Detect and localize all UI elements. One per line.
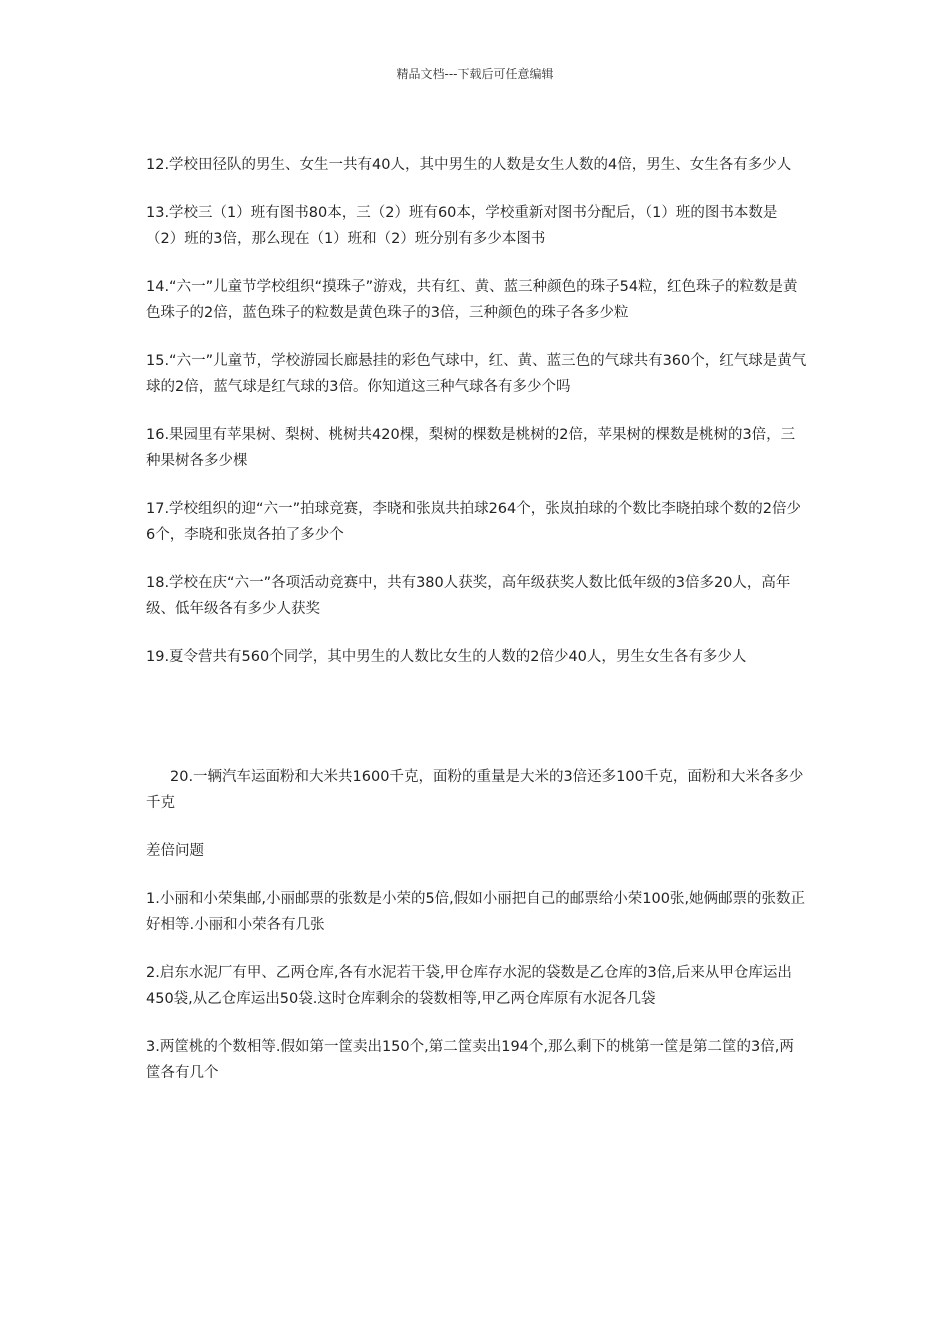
section-title: 差倍问题 <box>146 843 204 859</box>
problem-16: 16.果园里有苹果树、梨树、桃树共420棵，梨树的棵数是桃树的2倍，苹果树的棵数是桃树的3倍，三种果树各多少棵 <box>146 427 796 469</box>
problem-14: 14.“六一”儿童节学校组织“摸珠子”游戏，共有红、黄、蓝三种颜色的珠子54粒，红色珠子的粒数是黄色珠子的2倍，蓝色珠子的粒数是黄色珠子的3倍，三种颜色的珠子各多少粒 <box>146 279 798 321</box>
problem-13: 13.学校三（1）班有图书80本，三（2）班有60本，学校重新对图书分配后，（1）班的图书本数是（2）班的3倍，那么现在（1）班和（2）班分别有多少本图书 <box>146 205 778 247</box>
diff-problem-1: 1.小丽和小荣集邮,小丽邮票的张数是小荣的5倍,假如小丽把自己的邮票给小荣100张,她俩邮票的张数正好相等.小丽和小荣各有几张 <box>146 891 806 933</box>
problem-12: 12.学校田径队的男生、女生一共有40人，其中男生的人数是女生人数的4倍，男生、女生各有多少人 <box>146 157 792 173</box>
problem-19: 19.夏令营共有560个同学，其中男生的人数比女生的人数的2倍少40人，男生女生各有多少人 <box>146 649 747 665</box>
problem-18: 18.学校在庆“六一”各项活动竞赛中，共有380人获奖，高年级获奖人数比低年级的3倍多20人，高年级、低年级各有多少人获奖 <box>146 575 791 617</box>
diff-problem-3: 3.两筐桃的个数相等.假如第一筐卖出150个,第二筐卖出194个,那么剩下的桃第一筐是第二筐的3倍,两筐各有几个 <box>146 1039 794 1081</box>
page-header: 精品文档---下载后可任意编辑 <box>396 67 554 81</box>
document-body <box>146 152 808 1108</box>
problem-15: 15.“六一”儿童节，学校游园长廊悬挂的彩色气球中，红、黄、蓝三色的气球共有360个，红气球是黄气球的2倍，蓝气球是红气球的3倍。你知道这三种气球各有多少个吗 <box>146 353 807 395</box>
problem-17: 17.学校组织的迎“六一”拍球竞赛，李晓和张岚共拍球264个，张岚拍球的个数比李晓拍球个数的2倍少6个，李晓和张岚各拍了多少个 <box>146 501 801 543</box>
problem-20: 20.一辆汽车运面粉和大米共1600千克，面粉的重量是大米的3倍还多100千克，面粉和大米各多少千克 <box>146 769 804 811</box>
diff-problem-2: 2.启东水泥厂有甲、乙两仓库,各有水泥若干袋,甲仓库存水泥的袋数是乙仓库的3倍,后来从甲仓库运出450袋,从乙仓库运出50袋.这时仓库剩余的袋数相等,甲乙两仓库原有水泥各几袋 <box>146 965 792 1007</box>
